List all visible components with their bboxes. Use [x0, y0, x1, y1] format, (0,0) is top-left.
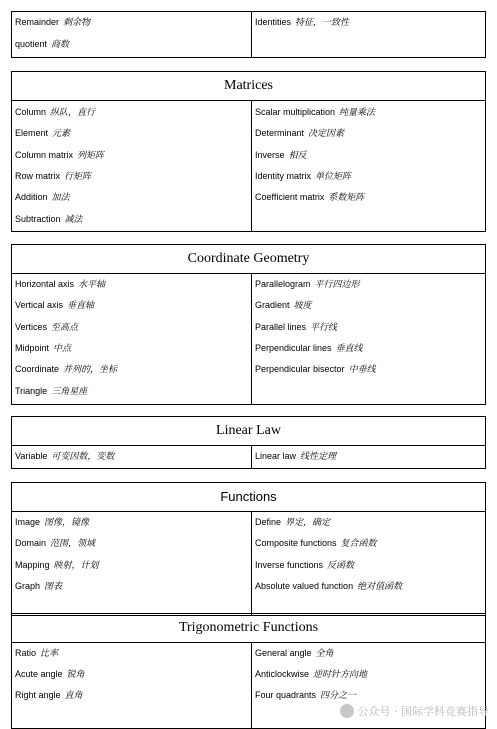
term-english: Absolute valued function	[255, 580, 354, 591]
term-chinese: 平行线	[310, 322, 338, 333]
term-chinese: 坡度	[293, 301, 312, 312]
right-column	[251, 12, 485, 57]
right-column	[251, 101, 485, 231]
term-english: Define	[255, 517, 282, 527]
term-row	[15, 16, 90, 29]
term-row	[15, 106, 95, 119]
term-row	[255, 516, 330, 529]
table-header: Linear Law	[12, 417, 485, 446]
term-row	[255, 363, 376, 376]
term-row	[255, 106, 375, 119]
term-english: Coordinate	[15, 364, 60, 375]
table-header: Matrices	[12, 72, 485, 101]
term-row	[15, 668, 85, 681]
term-row	[15, 149, 104, 162]
right-column	[251, 274, 485, 404]
term-chinese: 中垂线	[348, 365, 376, 376]
term-row	[15, 170, 91, 183]
term-chinese: 绝对值函数	[357, 581, 403, 592]
term-english: Perpendicular lines	[255, 342, 332, 353]
term-english: Acute angle	[15, 668, 63, 679]
term-english: Image	[15, 517, 41, 527]
term-row	[15, 450, 114, 463]
left-column	[12, 643, 250, 728]
term-chinese: 加法	[51, 193, 70, 204]
right-column	[251, 512, 485, 615]
left-column	[12, 446, 250, 468]
term-row	[15, 342, 71, 355]
term-english: Domain	[15, 538, 47, 549]
term-row	[255, 580, 402, 593]
term-chinese: 列矩阵	[77, 150, 105, 161]
term-english: Scalar multiplication	[255, 107, 336, 117]
term-row	[15, 321, 78, 334]
term-english: Ratio	[15, 648, 37, 658]
watermark	[340, 703, 490, 719]
term-chinese: 商数	[51, 39, 70, 50]
functions-table	[11, 482, 486, 616]
term-chinese: 单位矩阵	[315, 171, 352, 182]
term-english: Parallelogram	[255, 279, 311, 289]
term-english: Triangle	[15, 385, 48, 396]
matrices-table	[11, 71, 486, 232]
term-row	[255, 342, 363, 355]
term-row	[15, 299, 94, 312]
term-chinese: 范围，领域	[50, 539, 96, 550]
term-english: Composite functions	[255, 538, 337, 549]
term-english: quotient	[15, 38, 48, 49]
left-column	[12, 512, 250, 615]
term-english: Identities	[255, 17, 292, 27]
term-row	[255, 689, 356, 702]
term-chinese: 中点	[53, 343, 72, 354]
term-chinese: 元素	[52, 129, 71, 140]
term-english: Perpendicular bisector	[255, 364, 345, 375]
table-header: Trigonometric Functions	[12, 614, 485, 643]
term-row	[255, 16, 349, 29]
term-chinese: 可变因数，变数	[51, 452, 115, 462]
term-chinese: 界定，确定	[285, 518, 331, 528]
left-column	[12, 101, 250, 231]
term-english: Right angle	[15, 689, 61, 700]
term-chinese: 纵队，直行	[50, 108, 96, 118]
term-chinese: 图表	[44, 581, 63, 592]
term-english: Anticlockwise	[255, 668, 310, 679]
term-chinese: 平行四边形	[314, 280, 360, 290]
misc-table	[11, 11, 486, 58]
term-chinese: 至高点	[51, 322, 79, 333]
term-row	[15, 580, 62, 593]
term-chinese: 水平轴	[78, 280, 106, 290]
term-english: Variable	[15, 451, 48, 461]
term-row	[255, 450, 336, 463]
term-chinese: 反函数	[327, 560, 355, 571]
term-chinese: 映射，计划	[53, 560, 99, 571]
term-chinese: 线性定理	[300, 452, 337, 462]
term-english: Horizontal axis	[15, 279, 75, 289]
left-column	[12, 12, 250, 57]
term-english: Column matrix	[15, 149, 74, 160]
term-english: Inverse functions	[255, 559, 324, 570]
term-english: Mapping	[15, 559, 50, 570]
term-english: General angle	[255, 648, 312, 658]
term-english: Addition	[15, 192, 48, 203]
term-chinese: 减法	[64, 214, 83, 225]
term-chinese: 相反	[288, 150, 307, 161]
term-chinese: 逆时针方向地	[313, 669, 368, 680]
term-chinese: 三角星座	[51, 386, 88, 397]
term-row	[15, 559, 99, 572]
table-header: Functions	[12, 483, 485, 512]
term-row	[255, 668, 367, 681]
term-row	[15, 385, 87, 398]
term-row	[15, 363, 117, 376]
term-row	[15, 689, 83, 702]
term-chinese: 复合函数	[340, 539, 377, 550]
term-english: Graph	[15, 580, 41, 591]
term-row	[255, 321, 337, 334]
term-english: Vertical axis	[15, 300, 64, 311]
term-english: Remainder	[15, 17, 60, 27]
term-chinese: 四分之一	[320, 690, 357, 701]
term-chinese: 行矩阵	[64, 171, 92, 182]
term-row	[255, 191, 364, 204]
term-chinese: 并列的，坐标	[63, 365, 118, 376]
term-chinese: 纯量乘法	[339, 108, 376, 118]
term-row	[255, 170, 351, 183]
term-english: Linear law	[255, 451, 297, 461]
term-chinese: 垂直线	[335, 343, 363, 354]
term-chinese: 锐角	[66, 669, 85, 680]
term-chinese: 垂直轴	[67, 301, 95, 312]
term-row	[255, 278, 360, 291]
term-chinese: 决定因素	[308, 129, 345, 140]
term-english: Identity matrix	[255, 170, 312, 181]
term-chinese: 剩余物	[63, 18, 91, 28]
term-chinese: 系数矩阵	[328, 193, 365, 204]
term-english: Determinant	[255, 128, 305, 139]
term-row	[15, 516, 89, 529]
term-english: Parallel lines	[255, 321, 307, 332]
term-row	[15, 647, 58, 660]
term-chinese: 比率	[40, 649, 59, 659]
linear-law-table	[11, 416, 486, 469]
term-row	[15, 537, 95, 550]
wechat-logo-icon	[340, 704, 354, 718]
term-english: Element	[15, 128, 49, 139]
term-english: Vertices	[15, 321, 48, 332]
term-row	[255, 647, 334, 660]
left-column	[12, 274, 250, 404]
term-row	[255, 127, 344, 140]
right-column	[251, 446, 485, 468]
term-row	[15, 213, 83, 226]
term-row	[255, 559, 354, 572]
term-english: Gradient	[255, 300, 290, 311]
term-row	[15, 191, 70, 204]
term-english: Inverse	[255, 149, 285, 160]
term-chinese: 直角	[64, 690, 83, 701]
term-chinese: 特征，一致性	[295, 18, 350, 28]
coordinate-geometry-table	[11, 244, 486, 405]
table-header: Coordinate Geometry	[12, 245, 485, 274]
term-row	[255, 299, 312, 312]
term-english: Coefficient matrix	[255, 192, 325, 203]
term-english: Midpoint	[15, 342, 50, 353]
term-row	[15, 278, 105, 291]
watermark-text: 公众号 · 国际学科竞赛指导	[357, 705, 489, 718]
term-english: Four quadrants	[255, 689, 317, 700]
term-english: Row matrix	[15, 170, 61, 181]
term-chinese: 全角	[315, 649, 334, 659]
term-english: Subtraction	[15, 213, 61, 224]
term-row	[255, 149, 307, 162]
term-row	[15, 127, 70, 140]
term-english: Column	[15, 107, 47, 117]
term-row	[15, 38, 69, 51]
term-chinese: 图像，镜像	[44, 518, 90, 528]
term-row	[255, 537, 377, 550]
